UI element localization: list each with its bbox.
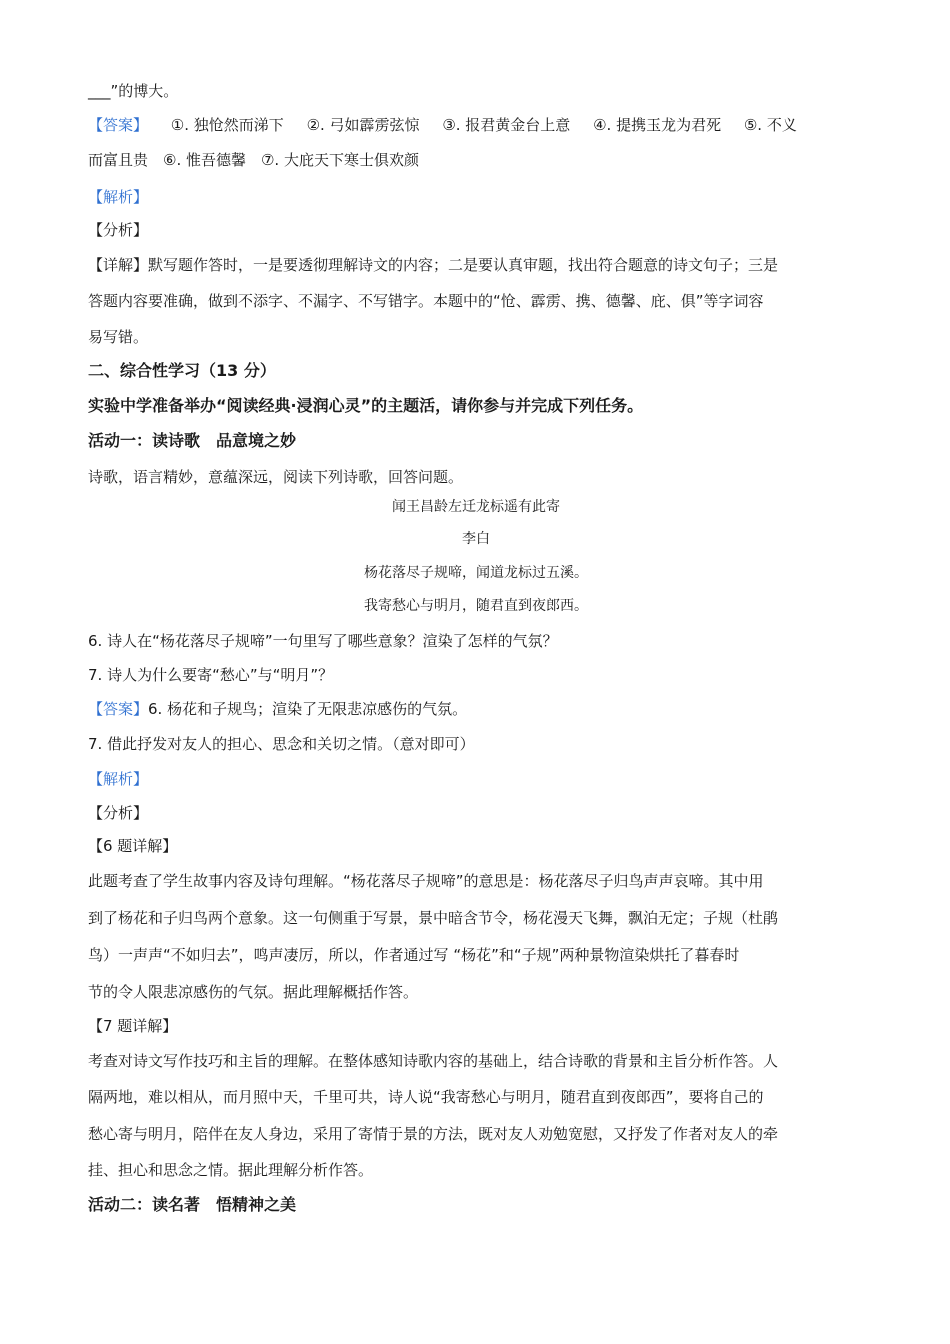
activity-heading: 活动二：读名著 悟精神之美 [88, 1195, 297, 1214]
answer-item: ⑤. 不义 [743, 116, 797, 134]
section-heading: 二、综合性学习（13 分） [88, 361, 276, 380]
answer-item: ③. 报君黄金台上意 [442, 116, 571, 134]
poem-title: 闻王昌龄左迁龙标遥有此寄 [392, 499, 560, 515]
answer-7: 7. 借此抒发对友人的担心、思念和关切之情。（意对即可） [88, 735, 475, 753]
answer-6: 6. 杨花和子规鸟；渲染了无限悲凉感伤的气氛。 [148, 700, 468, 718]
detail-line: 此题考查了学生故事内容及诗句理解。“杨花落尽子规啼”的意思是：杨花落尽子归鸟声声哀啼。其中用 [88, 872, 764, 890]
answer-line [88, 108, 864, 142]
detail-line: 到了杨花和子归鸟两个意象。这一句侧重于写景，景中暗含节令，杨花漫天飞舞，飘泊无定；子规（杜鹃 [88, 909, 779, 927]
detail-line: 隔两地，难以相从，而月照中天，千里可共，诗人说“我寄愁心与明月，随君直到夜郎西”，要将自己的 [88, 1088, 764, 1106]
detail-line: 易写错。 [88, 328, 149, 346]
fenxi-tag: 【分析】 [88, 804, 149, 822]
detail-line: 鸟）一声声“不如归去”，鸣声凄厉，所以，作者通过写 “杨花”和“子规”两种景物渲染烘托了暮春时 [88, 946, 740, 964]
activity-lead: 诗歌，语言精妙，意蕴深远，阅读下列诗歌，回答问题。 [88, 468, 464, 486]
poem-author: 李白 [462, 531, 490, 547]
detail-line: 挂、担心和思念之情。据此理解分析作答。 [88, 1161, 374, 1179]
detail-line: 【详解】默写题作答时，一是要透彻理解诗文的内容；二是要认真审题，找出符合题意的诗文句子；三是 [88, 256, 779, 274]
detail-6-tag: 【6 题详解】 [88, 837, 178, 855]
detail-line: 节的令人限悲凉感伤的气氛。据此理解概括作答。 [88, 983, 419, 1001]
answer-item: ④. 提携玉龙为君死 [593, 116, 722, 134]
answer-item: ①. 独怆然而涕下 [170, 116, 284, 134]
analysis-tag: 【解析】 [88, 188, 149, 206]
text-line: ___”的博大。 [88, 82, 179, 100]
poem-line: 杨花落尽子规啼，闻道龙标过五溪。 [364, 565, 588, 581]
fenxi-tag: 【分析】 [88, 221, 149, 239]
detail-line: 愁心寄与明月，陪伴在友人身边，采用了寄情于景的方法，既对友人劝勉宽慰，又抒发了作者对友人的牵 [88, 1125, 779, 1143]
answer-line [88, 692, 864, 726]
poem-line: 我寄愁心与明月，随君直到夜郎西。 [364, 598, 588, 614]
question-7: 7. 诗人为什么要寄“愁心”与“明月”？ [88, 666, 334, 684]
detail-line: 答题内容要准确，做到不添字、不漏字、不写错字。本题中的“怆、霹雳、携、德馨、庇、俱”等字词容 [88, 292, 764, 310]
answer-tag: 【答案】 [88, 116, 149, 134]
detail-line: 考查对诗文写作技巧和主旨的理解。在整体感知诗歌内容的基础上，结合诗歌的背景和主旨分析作答。人 [88, 1052, 779, 1070]
section-intro: 实验中学准备举办“阅读经典·浸润心灵”的主题活，请你参与并完成下列任务。 [88, 396, 644, 415]
analysis-tag: 【解析】 [88, 770, 149, 788]
question-6: 6. 诗人在“杨花落尽子规啼”一句里写了哪些意象？渲染了怎样的气氛？ [88, 632, 558, 650]
detail-7-tag: 【7 题详解】 [88, 1017, 178, 1035]
answer-line-continued: 而富且贵 ⑥. 惟吾德馨 ⑦. 大庇天下寒士俱欢颜 [88, 151, 419, 169]
activity-heading: 活动一：读诗歌 品意境之妙 [88, 431, 297, 450]
answer-item: ②. 弓如霹雳弦惊 [306, 116, 420, 134]
answer-tag: 【答案】 [88, 700, 149, 718]
